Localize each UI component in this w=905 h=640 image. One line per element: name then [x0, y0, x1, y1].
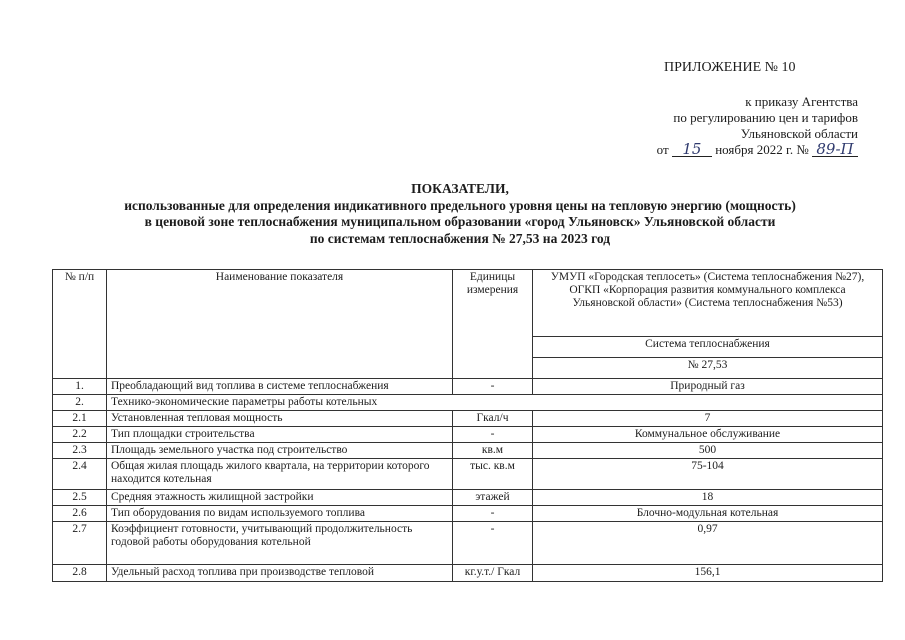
row-unit: кг.у.т./ Гкал: [453, 565, 533, 582]
row-value: 0,97: [533, 522, 883, 565]
row-name: Коэффициент готовности, учитывающий продолжительность годовой работы оборудования котельной: [107, 522, 453, 565]
row-name: Тип оборудования по видам используемого топлива: [107, 506, 453, 522]
row-num: 2.7: [53, 522, 107, 565]
row-value: Природный газ: [533, 379, 883, 395]
header-name: Наименование показателя: [107, 270, 453, 379]
row-name: Площадь земельного участка под строительство: [107, 443, 453, 459]
row-unit: -: [453, 522, 533, 565]
row-value: Блочно-модульная котельная: [533, 506, 883, 522]
table-row: [53, 459, 883, 490]
row-unit: -: [453, 379, 533, 395]
header-organization: УМУП «Городская теплосеть» (Система теплоснабжения №27), ОГКП «Корпорация развития коммунального комплекса Ульяновской области» (Система теплоснабжения №53): [533, 270, 883, 337]
appendix-label: ПРИЛОЖЕНИЕ № 10: [664, 60, 796, 75]
order-prefix: от: [656, 142, 669, 157]
row-num: 2.4: [53, 459, 107, 490]
handwritten-date: 15: [672, 143, 712, 157]
table-header-row: [53, 270, 883, 337]
header-num: № п/п: [53, 270, 107, 379]
header-system: Система теплоснабжения: [533, 337, 883, 358]
row-num: 1.: [53, 379, 107, 395]
table-row: [53, 411, 883, 427]
table-row: [53, 379, 883, 395]
order-date-line: [657, 142, 858, 158]
table-row: [53, 506, 883, 522]
row-num: 2.1: [53, 411, 107, 427]
title-line-3: в ценовой зоне теплоснабжения муниципальном образовании «город Ульяновск» Ульяновской области: [144, 214, 776, 229]
row-value: 500: [533, 443, 883, 459]
row-unit: тыс. кв.м: [453, 459, 533, 490]
order-line-2: по регулированию цен и тарифов: [673, 110, 858, 125]
row-num: 2.5: [53, 490, 107, 506]
order-line-3: Ульяновской области: [740, 126, 858, 141]
table-row: [53, 443, 883, 459]
row-name: Удельный расход топлива при производстве тепловой: [107, 565, 453, 582]
order-reference: [657, 94, 858, 158]
document-title: [40, 181, 880, 247]
row-unit: Гкал/ч: [453, 411, 533, 427]
table-row: [53, 522, 883, 565]
row-name: Общая жилая площадь жилого квартала, на территории которого находится котельная: [107, 459, 453, 490]
row-name: Технико-экономические параметры работы котельных: [107, 395, 883, 411]
title-line-2: использованные для определения индикативного предельного уровня цены на тепловую энергию (мощность): [124, 197, 796, 213]
handwritten-order-number: 89-П: [812, 143, 858, 157]
title-line-1: ПОКАЗАТЕЛИ,: [411, 181, 509, 196]
table-row: [53, 395, 883, 411]
title-line-4: по системам теплоснабжения № 27,53 на 2023 год: [309, 230, 611, 246]
row-name: Средняя этажность жилищной застройки: [107, 490, 453, 506]
table-row: [53, 490, 883, 506]
row-num: 2.: [53, 395, 107, 411]
row-num: 2.2: [53, 427, 107, 443]
row-num: 2.3: [53, 443, 107, 459]
row-name: Тип площадки строительства: [107, 427, 453, 443]
row-unit: -: [453, 506, 533, 522]
order-line-1: к приказу Агентства: [745, 94, 858, 109]
table-row: [53, 565, 883, 582]
row-value: 156,1: [533, 565, 883, 582]
row-num: 2.8: [53, 565, 107, 582]
row-unit: -: [453, 427, 533, 443]
row-value: 7: [533, 411, 883, 427]
row-unit: кв.м: [453, 443, 533, 459]
header-system-number: № 27,53: [533, 358, 883, 379]
order-date-rest: ноября 2022 г. №: [715, 142, 809, 157]
row-value: Коммунальное обслуживание: [533, 427, 883, 443]
table-row: [53, 427, 883, 443]
row-num: 2.6: [53, 506, 107, 522]
row-value: 18: [533, 490, 883, 506]
row-unit: этажей: [453, 490, 533, 506]
indicators-table: [52, 269, 883, 582]
row-name: Преобладающий вид топлива в системе теплоснабжения: [107, 379, 453, 395]
row-name: Установленная тепловая мощность: [107, 411, 453, 427]
header-unit: Единицы измерения: [453, 270, 533, 379]
row-value: 75-104: [533, 459, 883, 490]
